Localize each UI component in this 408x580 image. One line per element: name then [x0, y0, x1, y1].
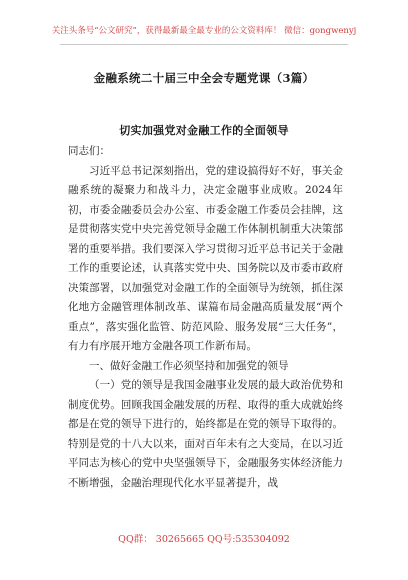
- body-paragraph: 习近平总书记深刻指出，党的建设搞得好不好，事关金融系统的凝聚力和战斗力，决定金融事业成败。2024年初，市委金融委员会办公室、市委金融工作委员会挂牌，这是贯彻落实党中央完善党领导金融工作体制机制重大决策部署的重要举措。我们要深入学习贯彻习近平总书记关于金融工作的重要论述，认真落实党中央、国务院以及市委市政府决策部署，以加强党对金融工作的全面领导为统领，抓住深化地方金融管理体制改革、谋篇布局金融高质量发展“两个重点”，落实强化监管、防范风险、服务发展“三大任务”，有力有序展开地方金融各项工作新布局。: [68, 164, 343, 352]
- header-divider: [60, 44, 348, 45]
- document-title: 金融系统二十届三中全会专题党课（3篇）: [93, 71, 315, 85]
- section-title: 切实加强党对金融工作的全面领导: [119, 124, 289, 137]
- greeting: 同志们：: [68, 145, 110, 157]
- contact-footer: QQ群： 30265665 QQ号:535304092: [118, 534, 290, 545]
- promo-header: 关注头条号“公文研究”，获得最新最全最专业的公文资料库！ 微信：gongwenyj: [51, 26, 357, 36]
- document-body: [68, 142, 343, 493]
- body-paragraph: （一）党的领导是我国金融事业发展的最大政治优势和制度优势。回顾我国金融发展的历程、取得的重大成就始终都是在党的领导下进行的，始终都是在党的领导下取得的。特别是党的十八大以来，面对百年未有之大变局，在以习近平同志为核心的党中央坚强领导下，金融服务实体经济能力不断增强，金融治理现代化水平显著提升，战: [68, 379, 343, 489]
- section-heading: 一、做好金融工作必须坚持和加强党的领导: [89, 359, 289, 372]
